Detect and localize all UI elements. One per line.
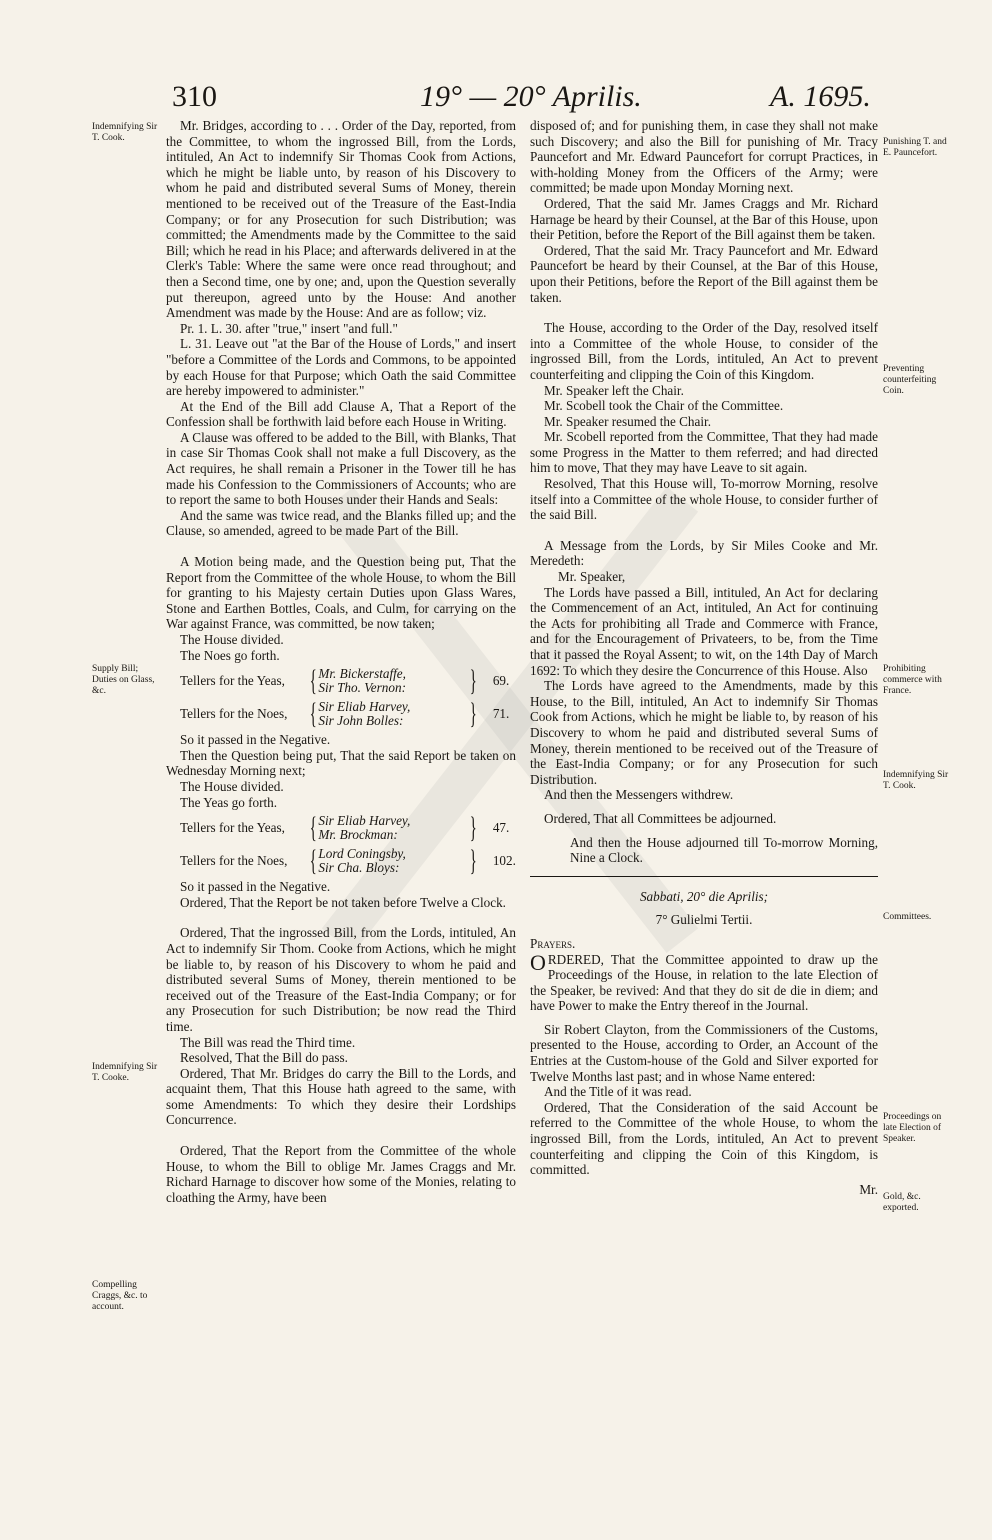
paragraph: At the End of the Bill add Clause A, That a Report of the Confession shall be forthwith laid before each House in Writing. [166,398,516,430]
paragraph: And then the House adjourned till To-morrow Morning, Nine a Clock. [570,834,878,866]
paragraph: And the same was twice read, and the Blanks filled up; and the Clause, so amended, agreed to be made Part of the Bill. [166,507,516,539]
paragraph: So it passed in the Negative. [180,732,331,748]
paragraph: And the Title of it was read. [544,1084,692,1100]
paragraph: The House, according to the Order of the Day, resolved itself into a Committee of the whole House, to consider of the ingrossed Bill, from the Lords, intituled, An Act to prevent counterfeiting and clipping the Coin of this Kingdom. [530,320,878,382]
paragraph: Ordered, That the said Mr. Tracy Pauncefort and Mr. Edward Pauncefort be heard by their Counsel, at the Bar of this House, upon their Petitions, before the Report of the Bill against them be taken. [530,242,878,305]
right-column [530,118,878,1197]
vote-count: 47. [492,820,510,836]
paragraph: Ordered, That all Committees be adjourned. [544,810,777,826]
margin-note: Indemnifying Sir T. Cook. [92,122,158,143]
paragraph: So it passed in the Negative. [180,879,331,895]
paragraph: Ordered, That the Report from the Committee of the whole House, to whom the Bill to oblige Mr. James Craggs and Mr. Richard Harnage to discover how some of the Monies, relating to cloathing the Army, have been [166,1143,516,1205]
paragraph: Ordered, That Mr. Bridges do carry the Bill to the Lords, and acquaint them, That this House hath agreed to the same, with some Amendments: To which they desire their Lordships Concurrence. [166,1065,516,1128]
paragraph: Pr. 1. L. 30. after "true," insert "and full." [180,320,398,336]
paragraph: Mr. Scobell took the Chair of the Committee. [544,398,784,414]
paragraph: A Message from the Lords, by Sir Miles Cooke and Mr. Meredeth: [530,537,878,569]
tellers-block: Tellers for the Noes, { Sir Eliab Harvey, Sir John Bolles: } 71. [180,697,510,731]
tellers-block: Tellers for the Yeas, { Sir Eliab Harvey, Mr. Brockman: } 47. [180,811,510,845]
margin-note: Indemnifying Sir T. Cooke. [92,1062,158,1083]
paragraph: Resolved, That the Bill do pass. [180,1050,348,1066]
margin-note: Indemnifying Sir T. Cook. [883,770,949,791]
vote-count: 71. [492,706,510,722]
margin-note: Compelling Craggs, &c. to account. [92,1280,148,1312]
section-heading: Sabbati, 20° die Aprilis; [639,888,769,904]
paragraph: Then the Question being put, That the said Report be taken on Wednesday Morning next; [166,747,516,779]
paragraph: The Bill was read the Third time. [180,1034,356,1050]
page-number: 310 [172,80,217,113]
vote-count: 69. [492,673,510,689]
prayers-label: Prayers. [530,935,576,951]
page-year: A. 1695. [770,80,871,113]
tellers-block: Tellers for the Noes, { Lord Coningsby, Sir Cha. Bloys: } 102. [180,844,516,878]
paragraph: A Clause was offered to be added to the Bill, with Blanks, That in case Sir Thomas Cook shall not make a full Discovery, as the Act requires, he shall remain a Prisoner in the Tower till he has made his Confession to the Commissioners of Accounts; who are to report the same to both Houses under their Hands and Seals: [166,429,516,508]
page-header [0,78,992,118]
paragraph: The Noes go forth. [180,647,280,663]
margin-note: Gold, &c. exported. [883,1192,921,1213]
paragraph: Ordered, That the ingrossed Bill, from the Lords, intituled, An Act to indemnify Sir Thom. Cooke from Actions, which he might be liable to, by reason of his Discovery to whom he paid and distributed several Sums of Money, therein mentioned to be received out of the Treasure of the East-India Company; or for any Prosecution for such Distribution; be now read the Third time. [166,925,516,1034]
paragraph: ORDERED, That the Committee appointed to draw up the Proceedings of the House, in relation to the late Election of the Speaker, be revived: And that they do sit de die in diem; and have Power to make the Entry thereof in the Journal. [530,949,878,1014]
paragraph: Mr. Scobell reported from the Committee, That they had made some Progress in the Matter to them referred; and had directed him to move, That they may have Leave to sit again. [530,429,878,476]
page-date: 19° — 20° Aprilis. [420,80,642,113]
margin-note: Supply Bill; Duties on Glass, &c. [92,664,155,696]
paragraph: The Lords have passed a Bill, intituled, An Act for declaring the Commencement of an Act, intituled, An Act for continuing the Acts for prohibiting all Trade and Commerce with France, and for the Encouragement of Privateers, to be, from the Time that it passed the Royal Assent; to wit, on the 14th Day of March 1692: To which they desire the Concurrence of this House. Also [530,584,878,678]
paragraph: Mr. Bridges, according to . . . Order of the Day, reported, from the Committee, to whom the ingrossed Bill, from the Lords, intituled, An Act to indemnify Sir Thomas Cook from Actions, which he might be liable unto, by reason of his Discovery to whom he paid and distributed several Sums of Money, therein mentioned to be received out of the Treasure of the East-India Company; or for any Prosecution for such Distribution; was committed; the Amendments made by the Committee to the said Bill; which he read in his Place; and afterwards delivered in at the Clerk's Table: Where the same were once read throughout; and then a Second time, one by one; and, upon the Question severally put thereupon, agreed unto by the House: And another Amendment was made by the House: And are as follow; viz. [166,118,516,321]
paragraph: Sir Robert Clayton, from the Commissioners of the Customs, presented to the House, according to Order, an Account of the Entries at the Custom-house of the Gold and Silver exported for Twelve Months last past; and in whose Name entered: [530,1021,878,1084]
tellers-block: Tellers for the Yeas, { Mr. Bickerstaffe, Sir Tho. Vernon: } 69. [180,664,510,698]
paragraph: L. 31. Leave out "at the Bar of the House of Lords," and insert "before a Committee of the Lords and Commons, to be appointed by each House for that Purpose; which Oath the said Committee are hereby impowered to administer." [166,336,516,399]
paragraph: The House divided. [180,778,284,794]
margin-note: Prohibiting commerce with France. [883,664,942,696]
margin-note: Preventing counterfeiting Coin. [883,364,937,396]
paragraph: disposed of; and for punishing them, in case they shall not make such Discovery; and also the Bill for punishing of Mr. Tracy Pauncefort and Mr. Edward Pauncefort for corrupt Practices, in with-holding Money from the Officers of the Army; were committed; be made upon Monday Morning next. [530,118,878,196]
section-divider [530,876,878,877]
paragraph: Ordered, That the said Mr. James Craggs and Mr. Richard Harnage be heard by their Counsel, at the Bar of this House, upon their Petition, before the Report of the Bill against them be taken. [530,195,878,243]
vote-count: 102. [492,853,516,869]
margin-note: Punishing T. and E. Pauncefort. [883,137,947,158]
paragraph: Mr. Speaker left the Chair. [544,382,684,398]
paragraph: The Yeas go forth. [180,794,278,810]
margin-note: Committees. [883,912,932,922]
paragraph: Resolved, That this House will, To-morrow Morning, resolve itself into a Committee of the whole House, to consider further of the said Bill. [530,476,878,523]
left-column [166,118,516,1205]
section-subheading: 7° Gulielmi Tertii. [655,912,753,928]
paragraph: Mr. Speaker, [558,569,626,585]
paragraph: A Motion being made, and the Question being put, That the Report from the Committee of the whole House, to whom the Bill for granting to his Majesty certain Duties upon Glass Wares, Stone and Earthen Bottles, Coals, and Culm, for carrying on the War against France, was committed, be now taken; [166,554,516,632]
paragraph: Ordered, That the Report be not taken before Twelve a Clock. [180,894,506,910]
paragraph: The Lords have agreed to the Amendments, made by this House, to the Bill, intituled, An Act to indemnify Sir Thomas Cook from Actions, which he might be liable to, by reason of his Discovery to whom he paid and distributed several Sums of Money, therein mentioned to be received out of the Treasure of the East-India Company; or for any Prosecution for such Distribution. [530,678,878,787]
margin-note: Proceedings on late Election of Speaker. [883,1112,942,1144]
drop-cap: O [530,949,546,975]
paragraph: Ordered, That the Consideration of the said Account be referred to the Committee of the whole House, to whom the ingrossed Bill, from the Lords, intituled, An Act to prevent counterfeiting and clipping the Coin of this Kingdom, is committed. [530,1099,878,1178]
paragraph: And then the Messengers withdrew. [544,787,734,803]
paragraph: Mr. Speaker resumed the Chair. [544,413,711,429]
catchword: Mr. [859,1181,878,1197]
paragraph: The House divided. [180,632,284,647]
